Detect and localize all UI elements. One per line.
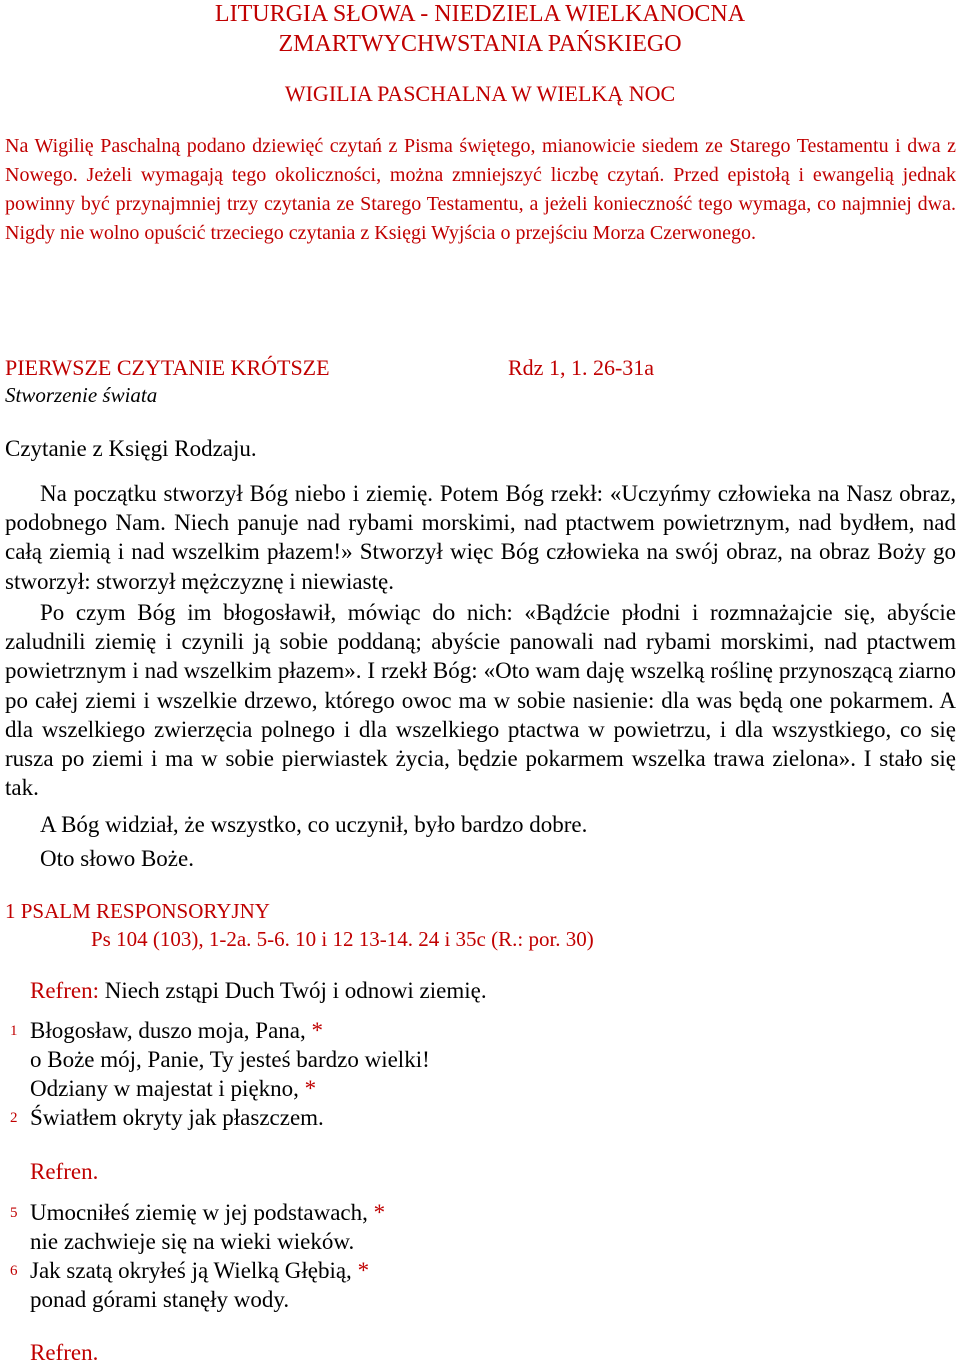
reading-paragraph-2: Po czym Bóg im błogosławił, mówiąc do nich: «Bądźcie płodni i rozmnażajcie się, abyście zaludnili ziemię i czynili ją sobie poddaną; abyście panowali nad rybami morskimi, nad ptactwem powietrznym i nad wszelkim płazem». I rzekł Bóg: «Oto wam daję wszelką roślinę przynoszącą ziarno po całej ziemi i wszelkie drzewo, którego owoc ma w sobie nasienie: dla was będą one pokarmem. A dla wszelkiego zwierzęcia polnego i dla wszelkiego ptactwa w powietrzu, i dla wszystkiego, co się rusza po ziemi i ma w sobie pierwiastek życia, będzie pokarmem wszelka trawa zielona». I stało się tak. [5, 600, 956, 801]
psalm-line [30, 1227, 354, 1257]
reading-paragraph-3: A Bóg widział, że wszystko, co uczynił, było bardzo dobre. [40, 812, 588, 837]
psalm-line [30, 1103, 324, 1133]
psalm-line-text: nie zachwieje się na wieki wieków. [30, 1229, 355, 1254]
psalm-star: * [357, 1258, 370, 1283]
reading-closing: Oto słowo Boże. [40, 846, 194, 871]
verse-number: 6 [10, 1263, 18, 1279]
document-title-line-1: LITURGIA SŁOWA - NIEDZIELA WIELKANOCNA [214, 1, 746, 27]
psalm-line [30, 1074, 316, 1104]
reading-intro: Czytanie z Księgi Rodzaju. [5, 436, 257, 461]
psalm-line-text: ponad górami stanęły wody. [30, 1287, 290, 1312]
psalm-refrain [30, 976, 487, 1006]
reading-subtitle: Stworzenie świata [5, 383, 158, 407]
refrain-label: Refren: [30, 978, 99, 1003]
intro-rubric-part-2: Jeżeli wymagają tego okoliczności, można zmniejszyć liczbę czytań. Przed epistołą i ewangelią jednak powinny być przynajmniej trzy czytania ze Starego Testamentu, a jeżeli konieczność tego wymaga, co najmniej dwa. [5, 164, 956, 215]
reading-paragraph-1: Na początku stworzył Bóg niebo i ziemię. Potem Bóg rzekł: «Uczyńmy człowieka na Nasz obraz, podobnego Nam. Niech panuje nad rybami morskimi, nad ptactwem powietrznym, nad bydłem, nad całą ziemią i nad wszelkim płazem!» Stworzył więc Bóg człowieka na swój obraz, na obraz Boży go stworzył: stworzył mężczyznę i niewiastę. [5, 481, 956, 594]
psalm-line-text: Odziany w majestat i piękno, [30, 1076, 305, 1101]
psalm-line-text: Światłem okryty jak płaszczem. [30, 1105, 324, 1130]
psalm-line-text: Jak szatą okryłeś ją Wielką Głębią, [30, 1258, 358, 1283]
document-title-line-2: ZMARTWYCHWSTANIA PAŃSKIEGO [278, 31, 682, 57]
intro-rubric-part-3: Nigdy nie wolno opuścić trzeciego czytania z Księgi Wyjścia o przejściu Morza Czerwonego. [5, 222, 756, 244]
psalm-line [30, 1285, 289, 1315]
psalm-reference: Ps 104 (103), 1-2a. 5-6. 10 i 12 13-14. 24 i 35c (R.: por. 30) [91, 927, 594, 951]
refrain-text: Niech zstąpi Duch Twój i odnowi ziemię. [98, 978, 487, 1003]
verse-number: 1 [10, 1023, 18, 1039]
psalm-star: * [373, 1200, 386, 1225]
psalm-line [30, 1045, 430, 1075]
refrain-marker: Refren. [30, 1159, 99, 1184]
psalm-line-text: Umocniłeś ziemię w jej podstawach, [30, 1200, 374, 1225]
reading-heading: PIERWSZE CZYTANIE KRÓTSZE [5, 355, 330, 380]
psalm-heading: 1 PSALM RESPONSORYJNY [5, 899, 270, 923]
psalm-line [30, 1256, 369, 1286]
psalm-star: * [311, 1018, 324, 1043]
reading-reference: Rdz 1, 1. 26-31a [508, 355, 655, 380]
verse-number: 2 [10, 1110, 18, 1126]
psalm-line-text: Błogosław, duszo moja, Pana, [30, 1018, 312, 1043]
intro-rubric [5, 132, 956, 248]
refrain-marker: Refren. [30, 1340, 99, 1365]
psalm-line [30, 1198, 385, 1228]
vigil-heading: WIGILIA PASCHALNA W WIELKĄ NOC [284, 81, 676, 106]
psalm-line-text: o Boże mój, Panie, Ty jesteś bardzo wielki! [30, 1047, 430, 1072]
psalm-star: * [304, 1076, 317, 1101]
psalm-line [30, 1016, 323, 1046]
verse-number: 5 [10, 1205, 18, 1221]
intro-rubric-part-1: Na Wigilię Paschalną podano dziewięć czytań z Pisma świętego, mianowicie siedem ze Starego Testamentu i dwa z Nowego. [5, 135, 956, 186]
